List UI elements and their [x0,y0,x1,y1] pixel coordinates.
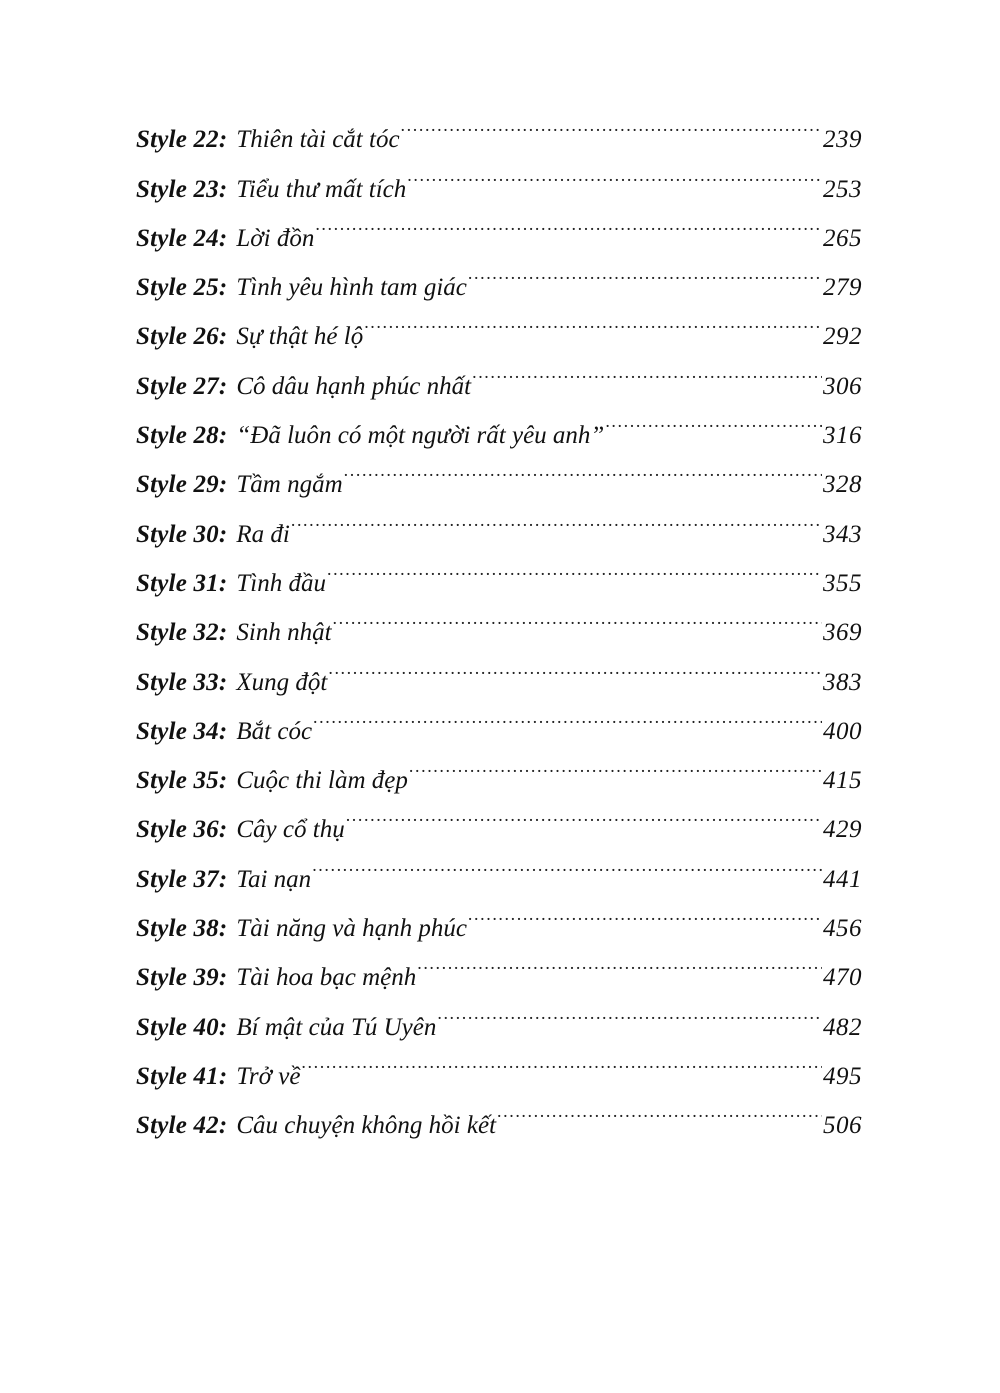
entry-page-number: 400 [823,717,862,745]
entry-label: Style 37: [136,865,228,893]
entry-title: Lời đồn [236,224,315,252]
entry-title: Tài năng và hạnh phúc [236,915,467,943]
entry-label: Style 23: [136,175,228,203]
dot-leader [328,640,822,689]
entry-page-number: 456 [823,915,862,943]
dot-leader [497,1084,822,1133]
entry-page-number: 482 [823,1013,862,1041]
table-of-contents [136,98,862,1140]
entry-label: Style 40: [136,1013,228,1041]
entry-label: Style 42: [136,1112,228,1140]
entry-title: Ra đi [236,520,290,548]
dot-leader [407,147,822,196]
entry-page-number: 506 [823,1112,862,1140]
entry-title: Tầm ngắm [236,471,343,499]
entry-label: Style 32: [136,619,228,647]
entry-title: Tình đầu [236,569,326,597]
entry-title: Tiểu thư mất tích [236,175,407,203]
dot-leader [315,197,822,246]
entry-page-number: 239 [823,126,862,154]
entry-title: Bắt cóc [236,717,313,745]
dot-leader [401,98,822,147]
entry-page-number: 306 [823,372,862,400]
dot-leader [468,887,822,936]
entry-label: Style 30: [136,520,228,548]
entry-page-number: 369 [823,619,862,647]
entry-page-number: 343 [823,520,862,548]
toc-entry [136,98,862,154]
entry-title: Cô dâu hạnh phúc nhất [236,372,472,400]
dot-leader [313,690,822,739]
entry-label: Style 36: [136,816,228,844]
entry-label: Style 34: [136,717,228,745]
dot-leader [312,837,822,886]
entry-page-number: 495 [823,1062,862,1090]
entry-title: Tai nạn [236,865,312,893]
entry-label: Style 22: [136,126,228,154]
dot-leader [301,1035,822,1084]
entry-title: Câu chuyện không hồi kết [236,1112,497,1140]
entry-label: Style 31: [136,569,228,597]
entry-title: Tài hoa bạc mệnh [236,964,417,992]
entry-title: Sinh nhật [236,619,332,647]
dot-leader [437,985,822,1034]
entry-page-number: 265 [823,224,862,252]
entry-label: Style 28: [136,422,228,450]
entry-label: Style 33: [136,668,228,696]
entry-title: Cuộc thi làm đẹp [236,767,408,795]
entry-title: Sự thật hé lộ [236,323,364,351]
dot-leader [605,394,822,443]
entry-page-number: 470 [823,964,862,992]
dot-leader [333,591,822,640]
entry-page-number: 429 [823,816,862,844]
dot-leader [327,542,822,591]
entry-page-number: 415 [823,767,862,795]
entry-page-number: 253 [823,175,862,203]
entry-label: Style 29: [136,471,228,499]
entry-label: Style 24: [136,224,228,252]
dot-leader [344,443,822,492]
entry-page-number: 441 [823,865,862,893]
entry-page-number: 355 [823,569,862,597]
entry-title: Xung đột [236,668,328,696]
dot-leader [346,788,822,837]
entry-title: Thiên tài cắt tóc [236,126,400,154]
dot-leader [472,344,822,393]
entry-title: “Đã luôn có một người rất yêu anh” [236,422,605,450]
dot-leader [409,739,822,788]
entry-page-number: 292 [823,323,862,351]
entry-title: Bí mật của Tú Uyên [236,1013,437,1041]
dot-leader [417,936,822,985]
entry-label: Style 27: [136,372,228,400]
entry-label: Style 38: [136,915,228,943]
entry-label: Style 26: [136,323,228,351]
entry-label: Style 41: [136,1062,228,1090]
dot-leader [291,492,822,541]
entry-label: Style 35: [136,767,228,795]
dot-leader [364,295,822,344]
entry-title: Cây cổ thụ [236,816,345,844]
entry-title: Tình yêu hình tam giác [236,274,467,302]
dot-leader [468,246,822,295]
entry-page-number: 279 [823,274,862,302]
entry-page-number: 328 [823,471,862,499]
entry-page-number: 383 [823,668,862,696]
entry-label: Style 39: [136,964,228,992]
entry-label: Style 25: [136,274,228,302]
entry-title: Trở về [236,1062,301,1090]
entry-page-number: 316 [823,422,862,450]
